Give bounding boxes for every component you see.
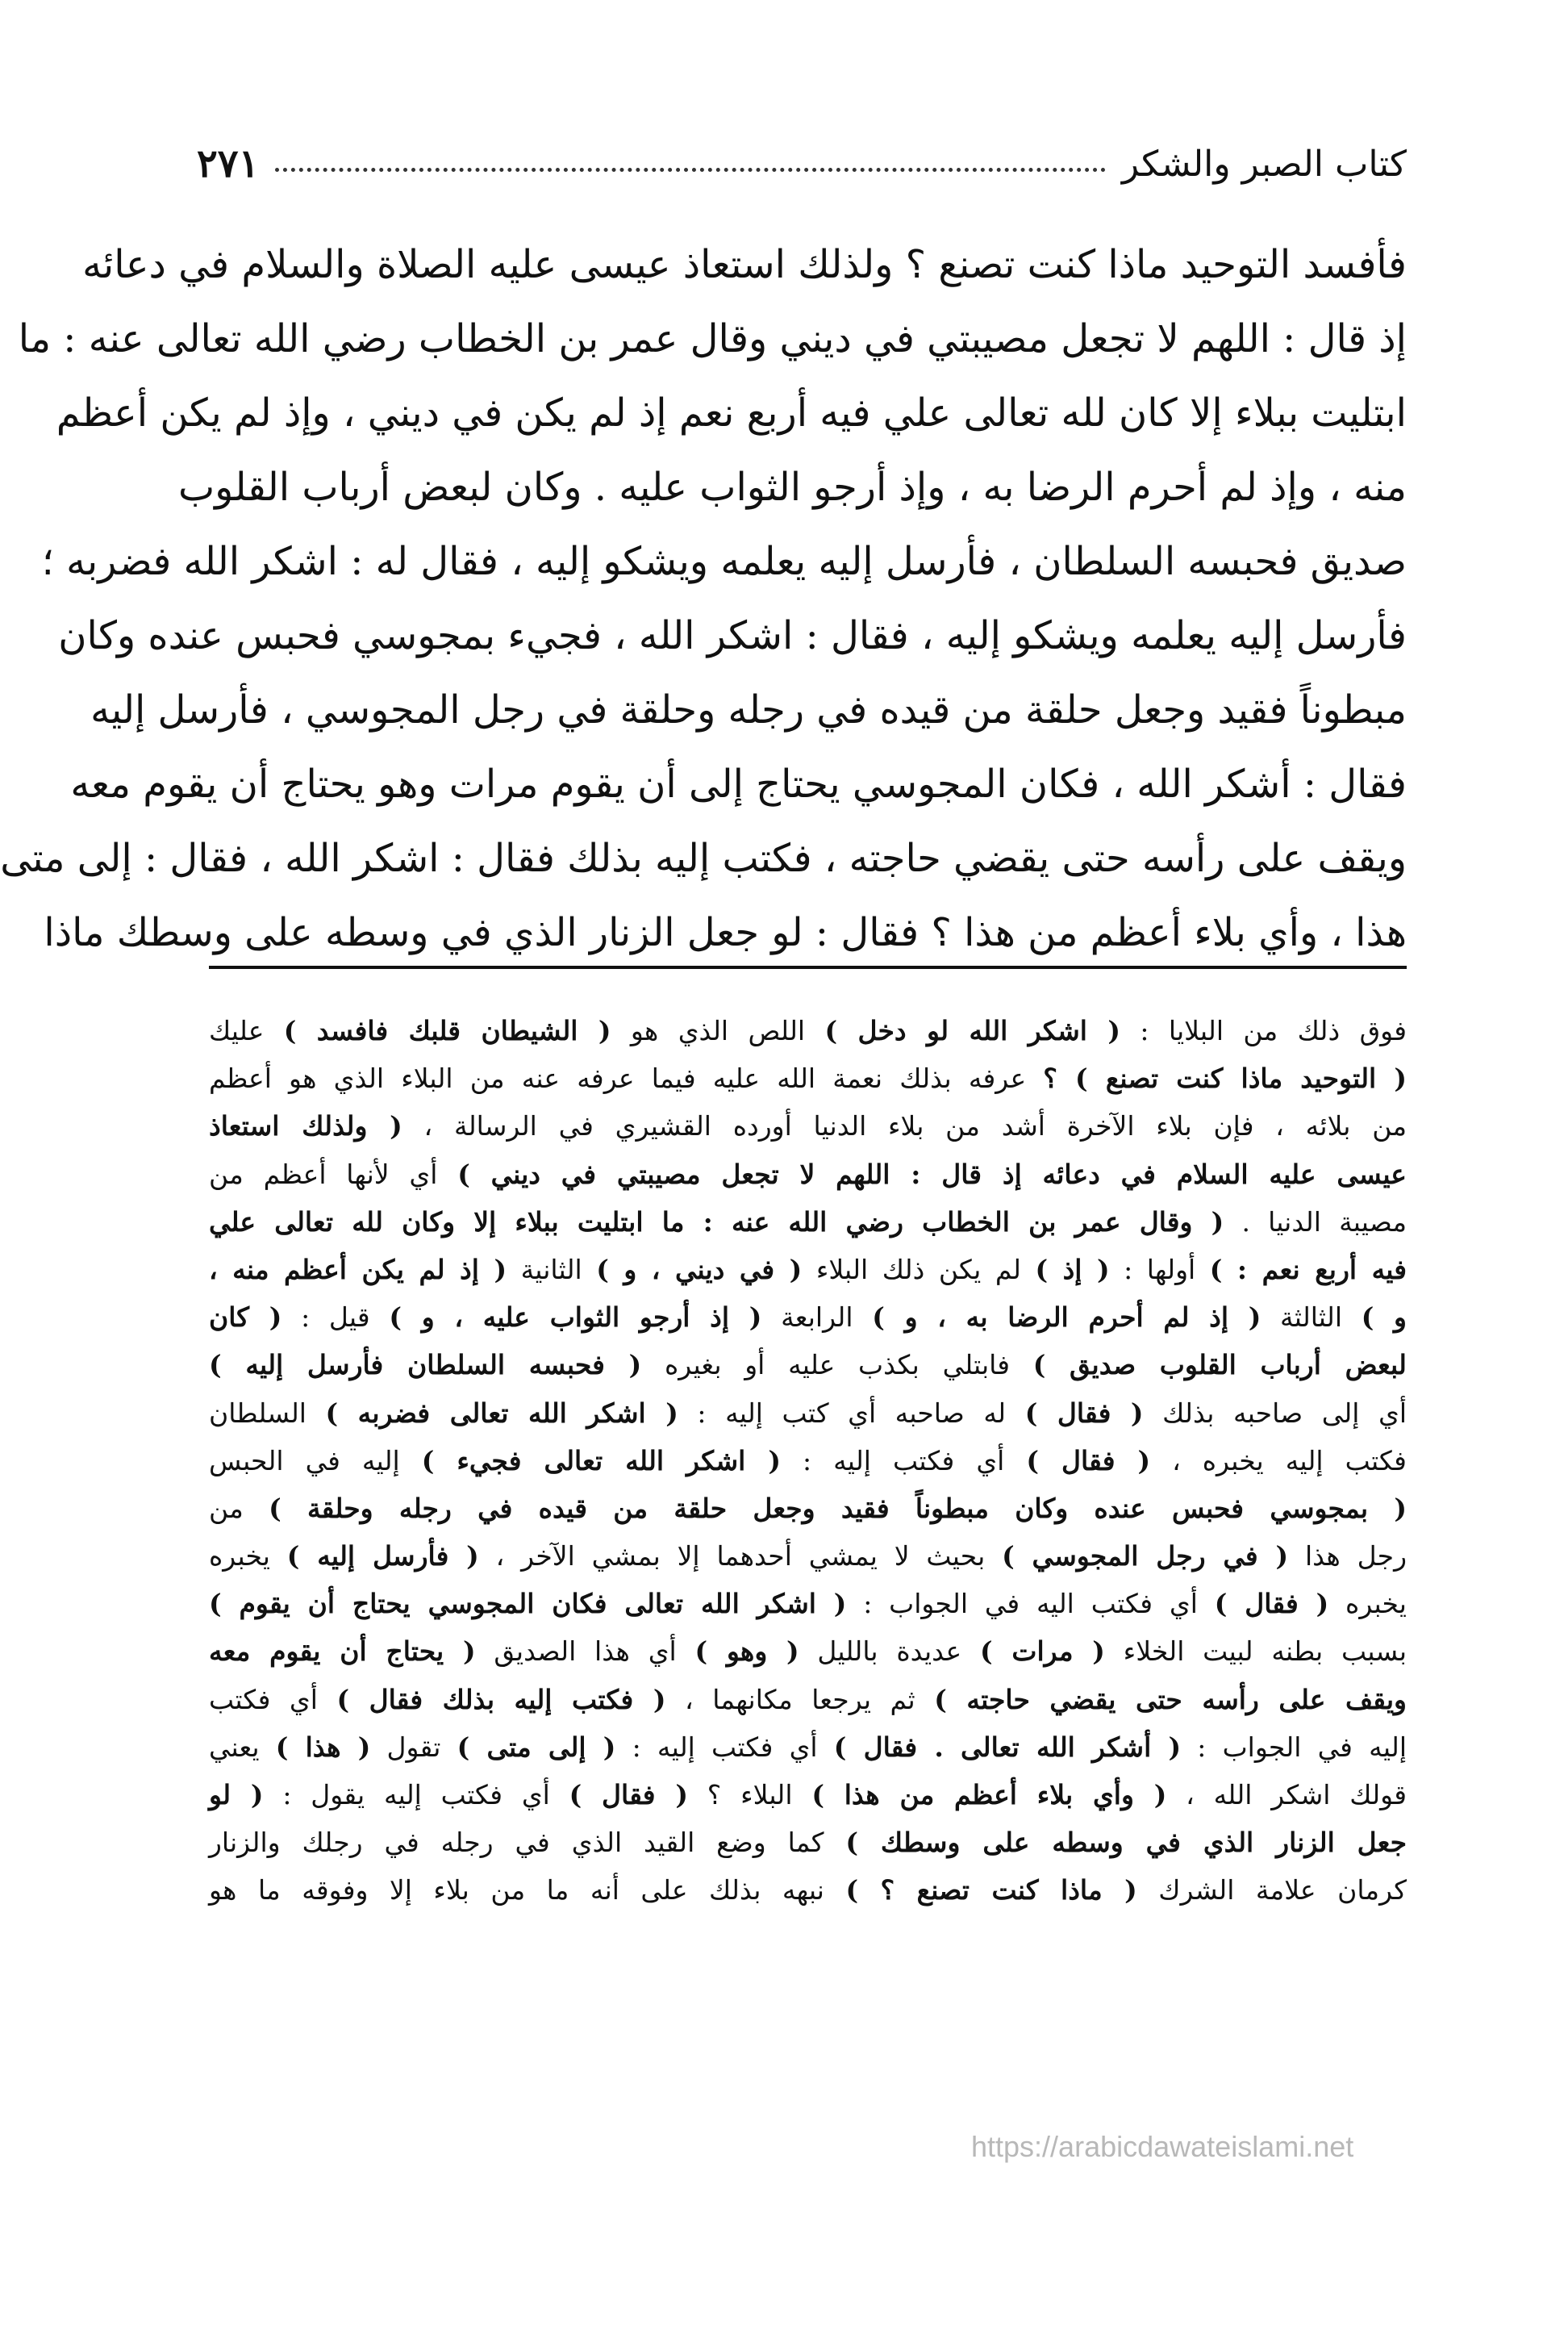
quoted-text: و ) xyxy=(1361,1301,1407,1334)
commentary-text: أي هذا الصديق xyxy=(475,1635,695,1668)
footnote-line xyxy=(209,1293,1407,1341)
commentary-text: فكتب إليه يخبره ، xyxy=(1150,1444,1407,1476)
footnote-separator xyxy=(209,966,1407,969)
commentary-text: نبهه بذلك على أنه ما من بلاء إلا وفوقه ما هو xyxy=(209,1874,846,1906)
commentary-text: فابتلي بكذب عليه أو بغيره xyxy=(641,1349,1033,1381)
commentary-text: مصيبة الدنيا . xyxy=(1224,1205,1407,1238)
quoted-text: ( مرات ) xyxy=(979,1635,1105,1668)
commentary-text: بسبب بطنه لبيت الخلاء xyxy=(1104,1635,1407,1668)
quoted-text: ( فقال ) xyxy=(1024,1397,1144,1429)
main-text-line: فأرسل إليه يعلمه ويشكو إليه ، فقال : اشكر الله ، فجيء بمجوسي فحبس عنده وكان xyxy=(58,613,1407,658)
commentary-footnote xyxy=(209,1007,1407,1915)
footnote-line xyxy=(209,1054,1407,1102)
main-text-line: فقال : أشكر الله ، فكان المجوسي يحتاج إلى أن يقوم مرات وهو يحتاج أن يقوم معه xyxy=(70,762,1407,807)
commentary-text: عديدة بالليل xyxy=(799,1635,980,1668)
commentary-text: الثانية xyxy=(507,1253,597,1285)
commentary-text: تقول xyxy=(370,1731,457,1763)
commentary-text: أي لأنها أعظم من xyxy=(209,1158,458,1190)
quoted-text: ( إذ ) xyxy=(1035,1253,1110,1285)
commentary-text: الرابعة xyxy=(761,1301,873,1334)
quoted-text: ( اشكر الله تعالى فجيء ) xyxy=(421,1444,781,1476)
commentary-text: أي فكتب إليه : xyxy=(615,1731,834,1763)
quoted-text: ( فأرسل إليه ) xyxy=(286,1540,479,1572)
main-text-line: صديق فحبسه السلطان ، فأرسل إليه يعلمه ويشكو إليه ، فقال له : اشكر الله فضربه ؛ xyxy=(41,539,1407,584)
commentary-text: قولك اشكر الله ، xyxy=(1166,1779,1407,1810)
main-text-line: فأفسد التوحيد ماذا كنت تصنع ؟ ولذلك استعاذ عيسى عليه الصلاة والسلام في دعائه xyxy=(82,242,1407,287)
commentary-text: من xyxy=(209,1492,269,1524)
quoted-text: ( يحتاج أن يقوم معه xyxy=(209,1635,476,1668)
quoted-text: ( أشكر الله تعالى . فقال ) xyxy=(833,1731,1182,1763)
quoted-text: ( لو xyxy=(209,1779,264,1810)
footnote-line xyxy=(209,1580,1407,1627)
footnote-line xyxy=(209,1771,1407,1819)
commentary-text: أي فكتب xyxy=(209,1683,337,1715)
footnote-line xyxy=(209,1389,1407,1437)
quoted-text: ( ماذا كنت تصنع ؟ ) xyxy=(845,1874,1137,1906)
commentary-text: بحيث لا يمشي أحدهما إلا بمشي الآخر ، xyxy=(478,1540,1003,1572)
quoted-text: ( فكتب إليه بذلك فقال ) xyxy=(336,1683,666,1715)
commentary-text: أي فكتب اليه في الجواب : xyxy=(846,1588,1215,1620)
main-text xyxy=(0,228,1407,970)
page-header xyxy=(197,136,1407,192)
quoted-text: ( اشكر الله تعالى فضربه ) xyxy=(325,1397,678,1429)
commentary-text: رجل هذا xyxy=(1288,1540,1407,1572)
footnote-line xyxy=(209,1866,1407,1914)
main-text-line: ويقف على رأسه حتى يقضي حاجته ، فكتب إليه بذلك فقال : اشكر الله ، فقال : إلى متى xyxy=(0,836,1407,881)
commentary-text: يخبره xyxy=(209,1540,287,1572)
quoted-text: ( بمجوسي فحبس عنده وكان مبطوناً فقيد وجعل حلقة من قيده في رجله وحلقة ) xyxy=(269,1492,1407,1524)
quoted-text: ( كان xyxy=(209,1301,282,1334)
footnote-line xyxy=(209,1007,1407,1054)
commentary-text: فوق ذلك من البلايا : xyxy=(1120,1015,1407,1046)
quoted-text: ( فقال ) xyxy=(1214,1588,1329,1620)
footnote-line xyxy=(209,1198,1407,1246)
commentary-text: عرفه بذلك نعمة الله عليه فيما عرفه عنه من البلاء الذي هو أعظم xyxy=(209,1063,1044,1095)
quoted-text: ( وأي بلاء أعظم من هذا ) xyxy=(811,1779,1167,1810)
quoted-text: ( وقال عمر بن الخطاب رضي الله عنه : ما ابتليت ببلاء إلا وكان لله تعالى علي xyxy=(209,1205,1224,1238)
running-title: كتاب الصبر والشكر xyxy=(1121,143,1407,185)
commentary-text: أي إلى صاحبه بذلك xyxy=(1143,1397,1407,1429)
quoted-text: فيه أربع نعم : ) xyxy=(1209,1253,1407,1285)
commentary-text: كرمان علامة الشرك xyxy=(1136,1874,1407,1906)
footnote-line xyxy=(209,1151,1407,1198)
footnote-line xyxy=(209,1485,1407,1532)
footnote-line xyxy=(209,1819,1407,1866)
main-text-line: هذا ، وأي بلاء أعظم من هذا ؟ فقال : لو جعل الزنار الذي في وسطه على وسطك ماذا xyxy=(44,910,1407,955)
quoted-text: جعل الزنار الذي في وسطه على وسطك ) xyxy=(845,1827,1407,1859)
commentary-text: الثالثة xyxy=(1261,1301,1362,1334)
commentary-text: أولها : xyxy=(1109,1253,1210,1285)
commentary-text: أي فكتب إليه يقول : xyxy=(263,1779,569,1810)
commentary-text: قيل : xyxy=(281,1301,390,1334)
quoted-text: ( إذ لم يكن أعظم منه ، xyxy=(209,1253,507,1285)
quoted-text: ( اشكر الله لو دخل ) xyxy=(824,1015,1120,1046)
commentary-text: البلاء ؟ xyxy=(687,1779,812,1810)
commentary-text: يعني xyxy=(209,1731,276,1763)
quoted-text: ( فقال ) xyxy=(1026,1444,1151,1476)
commentary-text: إليه في الحبس xyxy=(209,1444,422,1476)
quoted-text: لبعض أرباب القلوب صديق ) xyxy=(1032,1349,1407,1381)
quoted-text: ويقف على رأسه حتى يقضي حاجته ) xyxy=(934,1683,1407,1715)
main-text-line: مبطوناً فقيد وجعل حلقة من قيده في رجله وحلقة في رجل المجوسي ، فأرسل إليه xyxy=(90,687,1407,733)
commentary-text: له صاحبه أي كتب إليه : xyxy=(678,1397,1025,1429)
quoted-text: ( وهو ) xyxy=(694,1635,799,1668)
quoted-text: ( فحبسه السلطان فأرسل إليه ) xyxy=(209,1349,642,1381)
quoted-text: ( إذ لم أحرم الرضا به ، و ) xyxy=(872,1301,1261,1334)
quoted-text: ( الشيطان قلبك فافسد ) xyxy=(283,1015,611,1046)
header-dot-leader xyxy=(275,168,1106,172)
footnote-line xyxy=(209,1437,1407,1485)
footnote-line xyxy=(209,1676,1407,1723)
commentary-text: كما وضع القيد الذي في رجله في رجلك والزنار xyxy=(209,1827,846,1859)
quoted-text: ( هذا ) xyxy=(275,1731,371,1763)
commentary-text: ثم يرجعا مكانهما ، xyxy=(665,1683,935,1715)
quoted-text: ( في ديني ، و ) xyxy=(596,1253,803,1285)
commentary-text: السلطان xyxy=(209,1397,326,1429)
quoted-text: ( إلى متى ) xyxy=(457,1731,616,1763)
commentary-text: لم يكن ذلك البلاء xyxy=(802,1253,1036,1285)
commentary-text: اللص الذي هو xyxy=(611,1015,825,1046)
commentary-text: من بلائه ، فإن بلاء الآخرة أشد من بلاء الدنيا أورده القشيري في الرسالة ، xyxy=(402,1110,1407,1142)
footnote-line xyxy=(209,1723,1407,1771)
footnote-line xyxy=(209,1627,1407,1675)
footnote-line xyxy=(209,1532,1407,1580)
page-number: ٢٧١ xyxy=(197,141,260,186)
footnote-line xyxy=(209,1341,1407,1389)
commentary-text: يخبره xyxy=(1328,1588,1407,1620)
quoted-text: عيسى عليه السلام في دعائه إذ قال : اللهم لا تجعل مصيبتي في ديني ) xyxy=(457,1158,1407,1190)
quoted-text: ( في رجل المجوسي ) xyxy=(1002,1540,1289,1572)
main-text-line: إذ قال : اللهم لا تجعل مصيبتي في ديني وقال عمر بن الخطاب رضي الله تعالى عنه : ما xyxy=(18,316,1407,361)
watermark-url: https://arabicdawateislami.net xyxy=(971,2130,1354,2163)
commentary-text: عليك xyxy=(209,1015,284,1046)
quoted-text: ( التوحيد ماذا كنت تصنع ) ؟ xyxy=(1043,1063,1407,1095)
main-text-line: منه ، وإذ لم أحرم الرضا به ، وإذ أرجو الثواب عليه . وكان لبعض أرباب القلوب xyxy=(177,465,1407,510)
main-text-line: ابتليت ببلاء إلا كان لله تعالى علي فيه أربع نعم إذ لم يكن في ديني ، وإذ لم يكن أعظم xyxy=(56,390,1407,436)
quoted-text: ( إذ أرجو الثواب عليه ، و ) xyxy=(389,1301,762,1334)
quoted-text: ( فقال ) xyxy=(569,1779,688,1810)
commentary-text: أي فكتب إليه : xyxy=(780,1444,1027,1476)
quoted-text: ( اشكر الله تعالى فكان المجوسي يحتاج أن يقوم ) xyxy=(209,1588,847,1620)
footnote-line xyxy=(209,1102,1407,1150)
commentary-text: إليه في الجواب : xyxy=(1181,1731,1407,1763)
footnote-line xyxy=(209,1246,1407,1293)
quoted-text: ( ولذلك استعاذ xyxy=(209,1110,402,1142)
